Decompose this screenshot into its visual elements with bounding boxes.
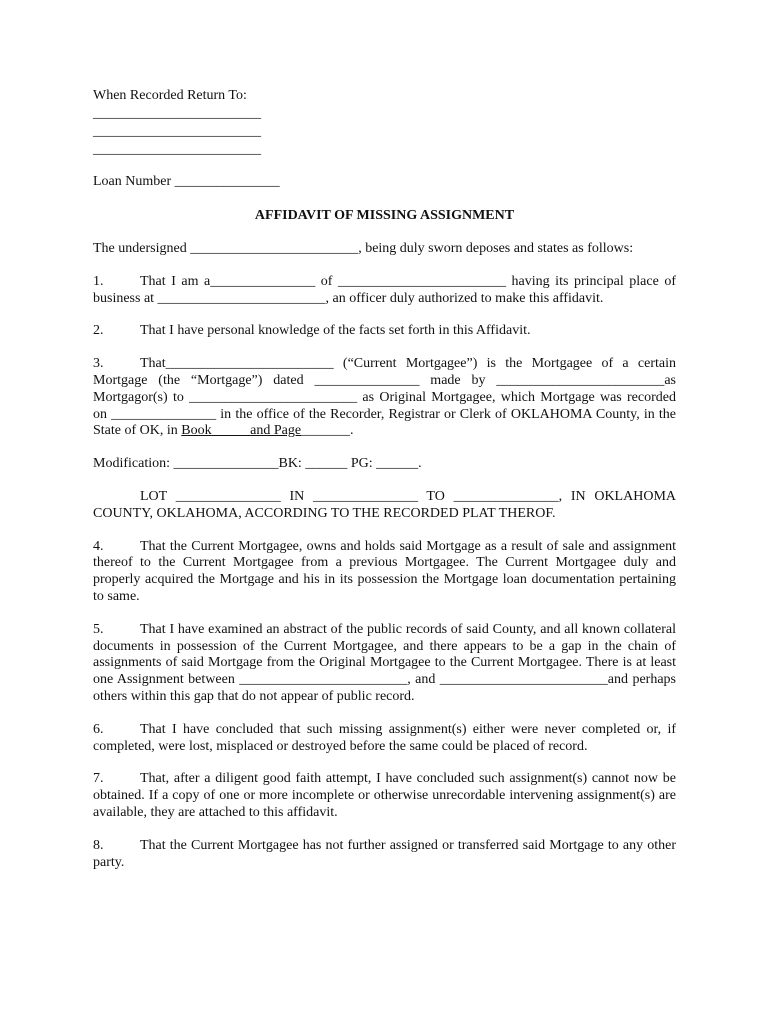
page-label: and Page: [250, 423, 302, 439]
paragraph-7: [93, 771, 676, 821]
paragraph-1: [93, 274, 676, 308]
return-address-line-1: ________________________: [93, 106, 261, 121]
paragraph-text: That I have personal knowledge of the facts set forth in this Affidavit.: [140, 323, 531, 339]
book-blank: [212, 423, 251, 438]
paragraph-6: [93, 722, 676, 756]
paragraph-number: 7.: [93, 771, 104, 787]
paragraph-text: That I am a_______________ of ________________________ having its principal place of business at ________________________, an officer duly authorized to make this affidavit.: [93, 273, 676, 306]
paragraph-8: [93, 838, 676, 872]
paragraph-number: 2.: [93, 323, 104, 339]
book-reference: [181, 423, 301, 438]
lot-line-1: LOT _______________ IN _______________ TO _______________, IN OKLAHOMA: [140, 488, 676, 504]
paragraph-3: [93, 356, 676, 440]
paragraph-2: [93, 323, 676, 340]
modification-line: Modification: _______________BK: ______ PG: ______.: [93, 456, 422, 472]
lot-line-2: COUNTY, OKLAHOMA, ACCORDING TO THE RECORDED PLAT THEROF.: [93, 505, 556, 521]
paragraph-4: [93, 539, 676, 606]
paragraph-text: That________________________ (“Current Mortgagee”) is the Mortgagee of a certain Mortgage (the “Mortgage”) dated _______________ made by ________________________as Mortgagor(s) to ________________________ as Original Mortgagee, which Mortgage was recorded on _______________ in the office of the Recorder, Registrar or Clerk of OKLAHOMA County, in the State of OK, in: [93, 356, 676, 439]
loan-number: Loan Number _______________: [93, 174, 280, 189]
paragraph-text: That I have examined an abstract of the public records of said County, and all known collateral documents in possession of the Current Mortgagee, and there appears to be a gap in the chain of assignments of said Mortgage from the Original Mortgagee to the Current Mortgagee. There is at least one Assignment between ________________________, and ________________________and perhaps others within this gap that do not appear of public record.: [93, 621, 676, 704]
document-title: AFFIDAVIT OF MISSING ASSIGNMENT: [254, 208, 515, 223]
paragraph-number: 6.: [93, 721, 104, 737]
paragraph-text: That, after a diligent good faith attempt, I have concluded such assignment(s) cannot now be obtained. If a copy of one or more incomplete or otherwise unrecordable intervening assignment(s) are available, they are attached to this affidavit.: [93, 771, 676, 820]
return-to-label: When Recorded Return To:: [93, 88, 247, 103]
book-label: Book: [181, 423, 212, 439]
page-blank: _______.: [301, 423, 354, 439]
paragraph-text: That the Current Mortgagee, owns and holds said Mortgage as a result of sale and assignment thereof to the Current Mortgagee from a previous Mortgagee. The Current Mortgagee duly and properly acquired the Mortgage and his in its possession the Mortgage loan documentation pertaining to same.: [93, 538, 676, 604]
document-page: [93, 87, 676, 871]
paragraph-text: That I have concluded that such missing assignment(s) either were never completed or, if completed, were lost, misplaced or destroyed before the same could be placed of record.: [93, 721, 676, 754]
return-address-line-3: ________________________: [93, 142, 261, 157]
intro-paragraph: The undersigned ________________________, being duly sworn deposes and states as follows:: [93, 241, 634, 256]
paragraph-number: 1.: [93, 273, 104, 289]
paragraph-number: 4.: [93, 538, 104, 554]
paragraph-text: That the Current Mortgagee has not further assigned or transferred said Mortgage to any other party.: [93, 837, 676, 870]
paragraph-number: 3.: [93, 356, 104, 372]
paragraph-number: 5.: [93, 621, 104, 637]
paragraph-5: [93, 622, 676, 706]
return-address-line-2: ________________________: [93, 124, 261, 139]
paragraph-number: 8.: [93, 837, 104, 853]
lot-description: [93, 489, 676, 523]
